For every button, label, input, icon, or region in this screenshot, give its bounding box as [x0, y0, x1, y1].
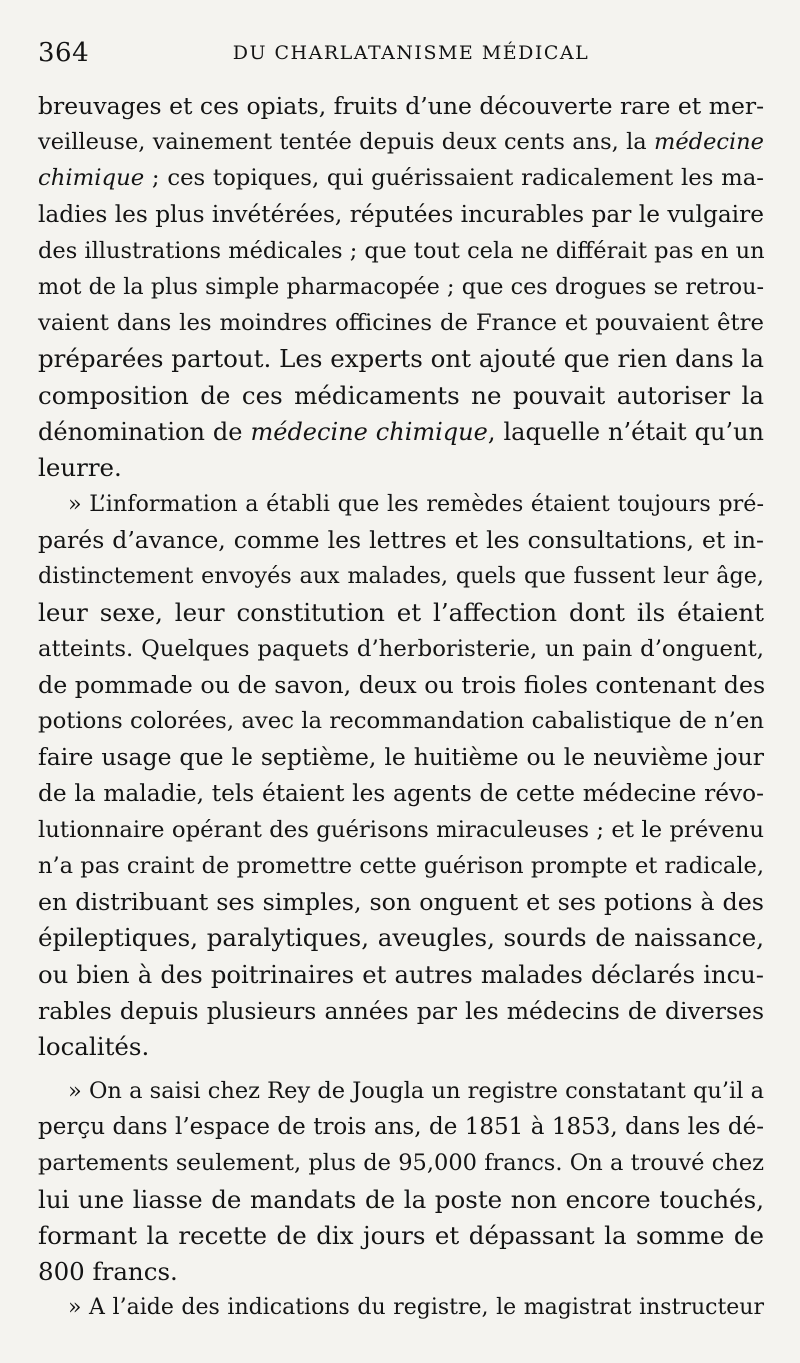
page-number: 364	[38, 38, 90, 68]
text-line: » L’information a établi que les remèdes étaient toujours pré-	[68, 491, 764, 518]
text-line: breuvages et ces opiats, fruits d’une découverte rare et mer-	[38, 92, 765, 120]
italic-term: médecine chimique	[250, 417, 488, 446]
paragraph-spacer	[38, 1065, 764, 1073]
page-header	[38, 32, 764, 76]
paragraph	[38, 1073, 764, 1290]
text-line: atteints. Quelques paquets d’herboristerie, un pain d’onguent,	[38, 635, 764, 662]
italic-term: chimique	[38, 165, 145, 192]
text-line: faire usage que le septième, le huitième ou le neuvième jour	[38, 743, 764, 772]
text-line: de pommade ou de savon, deux ou trois fioles contenant des	[38, 671, 766, 699]
paragraph	[38, 1290, 764, 1326]
text-line: 800 francs.	[38, 1257, 178, 1286]
running-head: DU CHARLATANISME MÉDICAL	[232, 42, 590, 64]
text-line: veilleuse, vainement tentée depuis deux cents ans, la médecine	[38, 129, 764, 156]
text-line: » On a saisi chez Rey de Jougla un registre constatant qu’il a	[68, 1078, 764, 1105]
paragraph	[38, 88, 764, 486]
text-line: en distribuant ses simples, son onguent et ses potions à des	[38, 888, 764, 917]
body-text	[38, 88, 764, 1326]
italic-term: médecine	[654, 129, 764, 156]
text-line: formant la recette de dix jours et dépassant la somme de	[38, 1220, 764, 1250]
text-line: chimique ; ces topiques, qui guérissaient radicalement les ma-	[38, 165, 764, 192]
text-line: ou bien à des poitrinaires et autres malades déclarés incu-	[38, 959, 764, 989]
text-line: mot de la plus simple pharmacopée ; que ces drogues se retrou-	[38, 273, 764, 300]
text-line: ladies les plus invétérées, réputées incurables par le vulgaire	[38, 200, 764, 228]
text-line: de la maladie, tels étaient les agents de cette médecine révo-	[38, 779, 764, 807]
text-line: leurre.	[38, 452, 122, 482]
text-line: vaient dans les moindres officines de France et pouvaient être	[38, 310, 764, 337]
text-line: épileptiques, paralytiques, aveugles, sourds de naissance,	[38, 923, 764, 953]
text-line: lui une liasse de mandats de la poste non encore touchés,	[38, 1184, 764, 1214]
text-line: partements seulement, plus de 95,000 francs. On a trouvé chez	[38, 1150, 764, 1177]
text-line: préparées partout. Les experts ont ajouté que rien dans la	[38, 344, 764, 374]
text-line: parés d’avance, comme les lettres et les consultations, et in-	[38, 526, 764, 555]
text-line: n’a pas craint de promettre cette guérison prompte et radicale,	[38, 852, 764, 879]
text-line: composition de ces médicaments ne pouvait autoriser la	[38, 380, 764, 410]
text-line: potions colorées, avec la recommandation cabalistique de n’en	[38, 708, 764, 735]
text-line: leur sexe, leur constitution et l’affection dont ils étaient	[38, 597, 764, 627]
text-line: dénomination de médecine chimique, laquelle n’était qu’un	[38, 417, 764, 446]
text-line: lutionnaire opérant des guérisons miraculeuses ; et le prévenu	[38, 816, 764, 843]
text-line: localités.	[38, 1031, 150, 1061]
text-line: » A l’aide des indications du registre, le magistrat instructeur	[68, 1295, 764, 1321]
text-line: distinctement envoyés aux malades, quels que fussent leur âge,	[38, 563, 764, 590]
text-line: rables depuis plusieurs années par les médecins de diverses	[38, 996, 764, 1025]
paragraph	[38, 486, 764, 1065]
text-line: perçu dans l’espace de trois ans, de 1851 à 1853, dans les dé-	[38, 1114, 764, 1141]
text-line: des illustrations médicales ; que tout cela ne différait pas en un	[38, 237, 765, 264]
